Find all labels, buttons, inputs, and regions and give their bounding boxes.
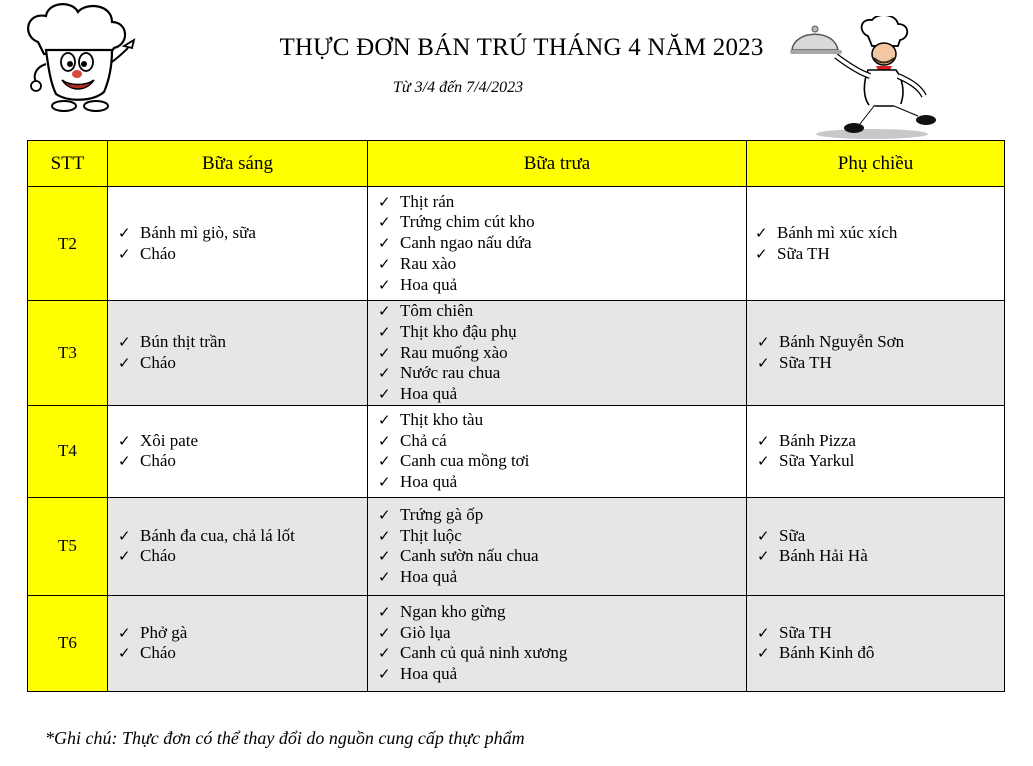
menu-item-text: Cháo bbox=[140, 546, 176, 566]
menu-item-list bbox=[108, 526, 367, 568]
column-header-afternoon: Phụ chiều bbox=[747, 141, 1005, 187]
check-icon: ✓ bbox=[118, 644, 131, 663]
menu-table-body bbox=[28, 187, 1005, 692]
afternoon-cell bbox=[747, 405, 1005, 497]
list-item bbox=[378, 567, 746, 588]
menu-item-list bbox=[747, 332, 1004, 374]
list-item bbox=[757, 431, 1004, 452]
check-icon: ✓ bbox=[757, 452, 770, 471]
check-icon: ✓ bbox=[118, 452, 131, 471]
menu-item-text: Thịt kho tàu bbox=[400, 409, 484, 429]
menu-item-list bbox=[368, 505, 746, 588]
list-item bbox=[757, 451, 1004, 472]
table-header-row bbox=[28, 141, 1005, 187]
check-icon: ✓ bbox=[378, 364, 391, 383]
check-icon: ✓ bbox=[378, 602, 391, 621]
menu-item-text: Bánh Kinh đô bbox=[779, 643, 875, 663]
list-item bbox=[378, 431, 746, 452]
day-cell: T4 bbox=[28, 405, 108, 497]
footnote: *Ghi chú: Thực đơn có thể thay đổi do nguồn cung cấp thực phẩm bbox=[45, 728, 525, 748]
check-icon: ✓ bbox=[378, 665, 391, 684]
menu-item-text: Phở gà bbox=[140, 622, 188, 642]
menu-item-text: Canh ngao nấu dứa bbox=[400, 233, 532, 253]
column-header-breakfast: Bữa sáng bbox=[108, 141, 368, 187]
table-row bbox=[28, 187, 1005, 301]
menu-item-list bbox=[747, 623, 1004, 665]
list-item bbox=[378, 526, 746, 547]
list-item bbox=[118, 451, 367, 472]
check-icon: ✓ bbox=[378, 302, 391, 320]
check-icon: ✓ bbox=[378, 568, 391, 587]
menu-item-list bbox=[108, 623, 367, 665]
list-item bbox=[378, 343, 746, 364]
menu-item-text: Cháo bbox=[140, 643, 176, 663]
menu-item-list bbox=[368, 301, 746, 405]
list-item bbox=[378, 275, 746, 296]
list-item bbox=[378, 546, 746, 567]
check-icon: ✓ bbox=[757, 526, 770, 545]
list-item bbox=[378, 322, 746, 343]
table-row bbox=[28, 405, 1005, 497]
menu-item-text: Trứng gà ốp bbox=[400, 504, 484, 524]
check-icon: ✓ bbox=[378, 526, 391, 545]
menu-item-text: Hoa quả bbox=[400, 664, 458, 684]
list-item bbox=[118, 546, 367, 567]
list-item bbox=[378, 192, 746, 213]
menu-item-text: Thịt rán bbox=[400, 191, 455, 211]
menu-item-text: Hoa quả bbox=[400, 567, 458, 587]
menu-item-list bbox=[747, 431, 1004, 473]
list-item bbox=[378, 643, 746, 664]
list-item bbox=[378, 602, 746, 623]
check-icon: ✓ bbox=[757, 353, 770, 372]
menu-item-text: Sữa TH bbox=[779, 352, 832, 372]
check-icon: ✓ bbox=[378, 385, 391, 404]
menu-item-text: Canh củ quả ninh xương bbox=[400, 643, 568, 663]
lunch-cell bbox=[368, 301, 747, 406]
menu-item-text: Sữa TH bbox=[777, 243, 830, 263]
menu-item-list bbox=[368, 410, 746, 493]
check-icon: ✓ bbox=[378, 213, 391, 232]
list-item bbox=[757, 332, 1004, 353]
check-icon: ✓ bbox=[378, 254, 391, 273]
list-item bbox=[118, 332, 367, 353]
menu-item-list bbox=[368, 602, 746, 685]
list-item bbox=[757, 526, 1004, 547]
menu-item-text: Bánh mì giò, sữa bbox=[140, 222, 256, 242]
menu-item-text: Cháo bbox=[140, 243, 176, 263]
menu-item-text: Giò lụa bbox=[400, 622, 451, 642]
check-icon: ✓ bbox=[378, 192, 391, 211]
check-icon: ✓ bbox=[378, 275, 391, 294]
afternoon-cell bbox=[747, 187, 1005, 301]
menu-item-text: Thịt luộc bbox=[400, 525, 462, 545]
menu-item-text: Trứng chim cút kho bbox=[400, 212, 535, 232]
check-icon: ✓ bbox=[378, 322, 391, 341]
menu-item-list bbox=[747, 223, 1004, 265]
list-item bbox=[378, 664, 746, 685]
menu-item-text: Bánh Hải Hà bbox=[779, 546, 868, 566]
check-icon: ✓ bbox=[118, 333, 131, 352]
check-icon: ✓ bbox=[757, 431, 770, 450]
date-range-subtitle: Từ 3/4 đến 7/4/2023 bbox=[393, 79, 524, 96]
check-icon: ✓ bbox=[378, 644, 391, 663]
day-cell: T3 bbox=[28, 301, 108, 406]
breakfast-cell bbox=[108, 187, 368, 301]
check-icon: ✓ bbox=[378, 343, 391, 362]
menu-item-text: Sữa TH bbox=[779, 622, 832, 642]
list-item bbox=[378, 233, 746, 254]
page-title: THỰC ĐƠN BÁN TRÚ THÁNG 4 NĂM 2023 bbox=[279, 34, 764, 61]
lunch-cell bbox=[368, 595, 747, 691]
menu-item-list bbox=[108, 332, 367, 374]
check-icon: ✓ bbox=[118, 353, 131, 372]
day-cell: T2 bbox=[28, 187, 108, 301]
check-icon: ✓ bbox=[378, 410, 391, 429]
list-item bbox=[378, 410, 746, 431]
check-icon: ✓ bbox=[378, 505, 391, 524]
afternoon-cell bbox=[747, 497, 1005, 595]
menu-item-text: Nước rau chua bbox=[400, 363, 501, 383]
check-icon: ✓ bbox=[757, 644, 770, 663]
menu-item-text: Thịt kho đậu phụ bbox=[400, 321, 517, 341]
table-row bbox=[28, 497, 1005, 595]
list-item bbox=[757, 623, 1004, 644]
day-cell: T5 bbox=[28, 497, 108, 595]
list-item bbox=[118, 526, 367, 547]
check-icon: ✓ bbox=[118, 623, 131, 642]
lunch-cell bbox=[368, 187, 747, 301]
check-icon: ✓ bbox=[755, 223, 768, 242]
day-cell: T6 bbox=[28, 595, 108, 691]
check-icon: ✓ bbox=[378, 452, 391, 471]
menu-item-text: Tôm chiên bbox=[400, 301, 474, 320]
menu-item-list bbox=[368, 192, 746, 296]
list-item bbox=[755, 244, 1004, 265]
menu-item-text: Ngan kho gừng bbox=[400, 601, 506, 621]
menu-item-text: Bánh Pizza bbox=[779, 430, 856, 450]
menu-item-text: Bánh mì xúc xích bbox=[777, 222, 898, 242]
list-item bbox=[378, 505, 746, 526]
column-header-lunch: Bữa trưa bbox=[368, 141, 747, 187]
list-item bbox=[378, 254, 746, 275]
menu-item-text: Hoa quả bbox=[400, 384, 458, 404]
menu-item-text: Bún thịt trần bbox=[140, 332, 226, 352]
list-item bbox=[757, 546, 1004, 567]
list-item bbox=[118, 223, 367, 244]
list-item bbox=[378, 451, 746, 472]
check-icon: ✓ bbox=[118, 223, 131, 242]
menu-item-text: Bánh Nguyễn Sơn bbox=[779, 332, 905, 352]
check-icon: ✓ bbox=[378, 431, 391, 450]
lunch-cell bbox=[368, 497, 747, 595]
menu-item-list bbox=[747, 526, 1004, 568]
check-icon: ✓ bbox=[757, 547, 770, 566]
breakfast-cell bbox=[108, 497, 368, 595]
list-item bbox=[755, 223, 1004, 244]
check-icon: ✓ bbox=[378, 623, 391, 642]
check-icon: ✓ bbox=[118, 431, 131, 450]
menu-item-text: Canh cua mồng tơi bbox=[400, 451, 530, 471]
lunch-cell bbox=[368, 405, 747, 497]
check-icon: ✓ bbox=[378, 473, 391, 492]
breakfast-cell bbox=[108, 595, 368, 691]
afternoon-cell bbox=[747, 301, 1005, 406]
menu-item-text: Rau xào bbox=[400, 253, 457, 273]
check-icon: ✓ bbox=[378, 547, 391, 566]
menu-item-text: Cháo bbox=[140, 451, 176, 471]
check-icon: ✓ bbox=[378, 234, 391, 253]
list-item bbox=[378, 301, 746, 322]
breakfast-cell bbox=[108, 405, 368, 497]
menu-item-text: Canh sườn nấu chua bbox=[400, 546, 539, 566]
menu-item-text: Sữa bbox=[779, 525, 806, 545]
list-item bbox=[378, 384, 746, 405]
list-item bbox=[378, 623, 746, 644]
menu-item-text: Hoa quả bbox=[400, 472, 458, 492]
breakfast-cell bbox=[108, 301, 368, 406]
check-icon: ✓ bbox=[757, 623, 770, 642]
check-icon: ✓ bbox=[118, 526, 131, 545]
list-item bbox=[118, 431, 367, 452]
menu-item-text: Bánh đa cua, chả lá lốt bbox=[140, 525, 295, 545]
menu-item-text: Sữa Yarkul bbox=[779, 451, 855, 471]
check-icon: ✓ bbox=[755, 244, 768, 263]
list-item bbox=[378, 212, 746, 233]
list-item bbox=[118, 623, 367, 644]
column-header-stt: STT bbox=[28, 141, 108, 187]
menu-table bbox=[27, 140, 1005, 692]
table-row bbox=[28, 595, 1005, 691]
list-item bbox=[378, 363, 746, 384]
list-item bbox=[378, 472, 746, 493]
list-item bbox=[757, 353, 1004, 374]
menu-item-text: Chả cá bbox=[400, 430, 447, 450]
menu-item-list bbox=[108, 223, 367, 265]
menu-item-list bbox=[108, 431, 367, 473]
table-row bbox=[28, 301, 1005, 406]
menu-item-text: Cháo bbox=[140, 352, 176, 372]
list-item bbox=[118, 244, 367, 265]
check-icon: ✓ bbox=[118, 547, 131, 566]
check-icon: ✓ bbox=[118, 244, 131, 263]
check-icon: ✓ bbox=[757, 333, 770, 352]
afternoon-cell bbox=[747, 595, 1005, 691]
menu-item-text: Rau muống xào bbox=[400, 342, 508, 362]
list-item bbox=[757, 643, 1004, 664]
menu-item-text: Hoa quả bbox=[400, 274, 458, 294]
list-item bbox=[118, 643, 367, 664]
list-item bbox=[118, 353, 367, 374]
menu-item-text: Xôi pate bbox=[140, 430, 199, 450]
